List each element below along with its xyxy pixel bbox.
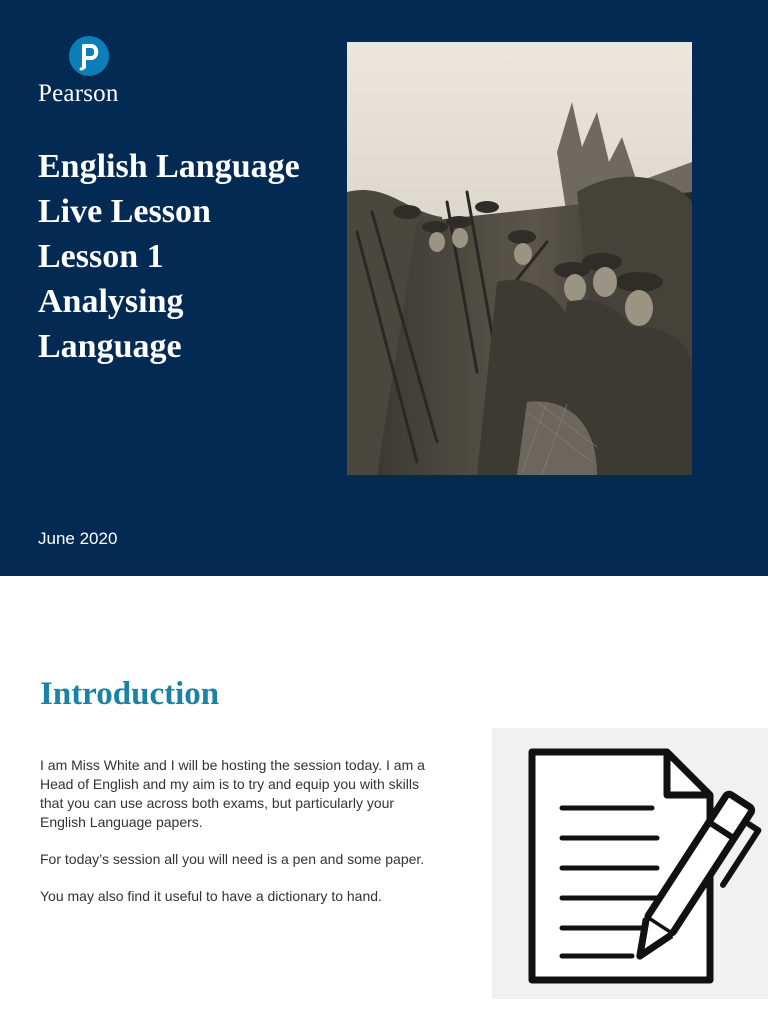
pearson-p-icon (69, 36, 109, 76)
title-line: English Language (38, 148, 300, 185)
cover-title (38, 144, 348, 369)
cover-date: June 2020 (38, 529, 118, 548)
title-line: Live Lesson (38, 193, 211, 230)
introduction-body (40, 756, 430, 924)
pearson-wordmark: Pearson (38, 80, 119, 107)
document-with-pen-icon (492, 728, 768, 999)
introduction-heading: Introduction (40, 676, 220, 712)
intro-paragraph: For today’s session all you will need is a pen and some paper. (40, 851, 425, 867)
intro-paragraph: You may also find it useful to have a dictionary to hand. (40, 888, 382, 904)
title-line: Analysing (38, 283, 184, 320)
intro-paragraph: I am Miss White and I will be hosting the session today. I am a Head of English and my aim is to try and equip you with skills that you can use across both exams, but particularly your English Language papers. (40, 757, 425, 830)
title-line: Language (38, 328, 182, 365)
trench-soldiers-photo (347, 42, 692, 475)
title-line: Lesson 1 (38, 238, 164, 275)
